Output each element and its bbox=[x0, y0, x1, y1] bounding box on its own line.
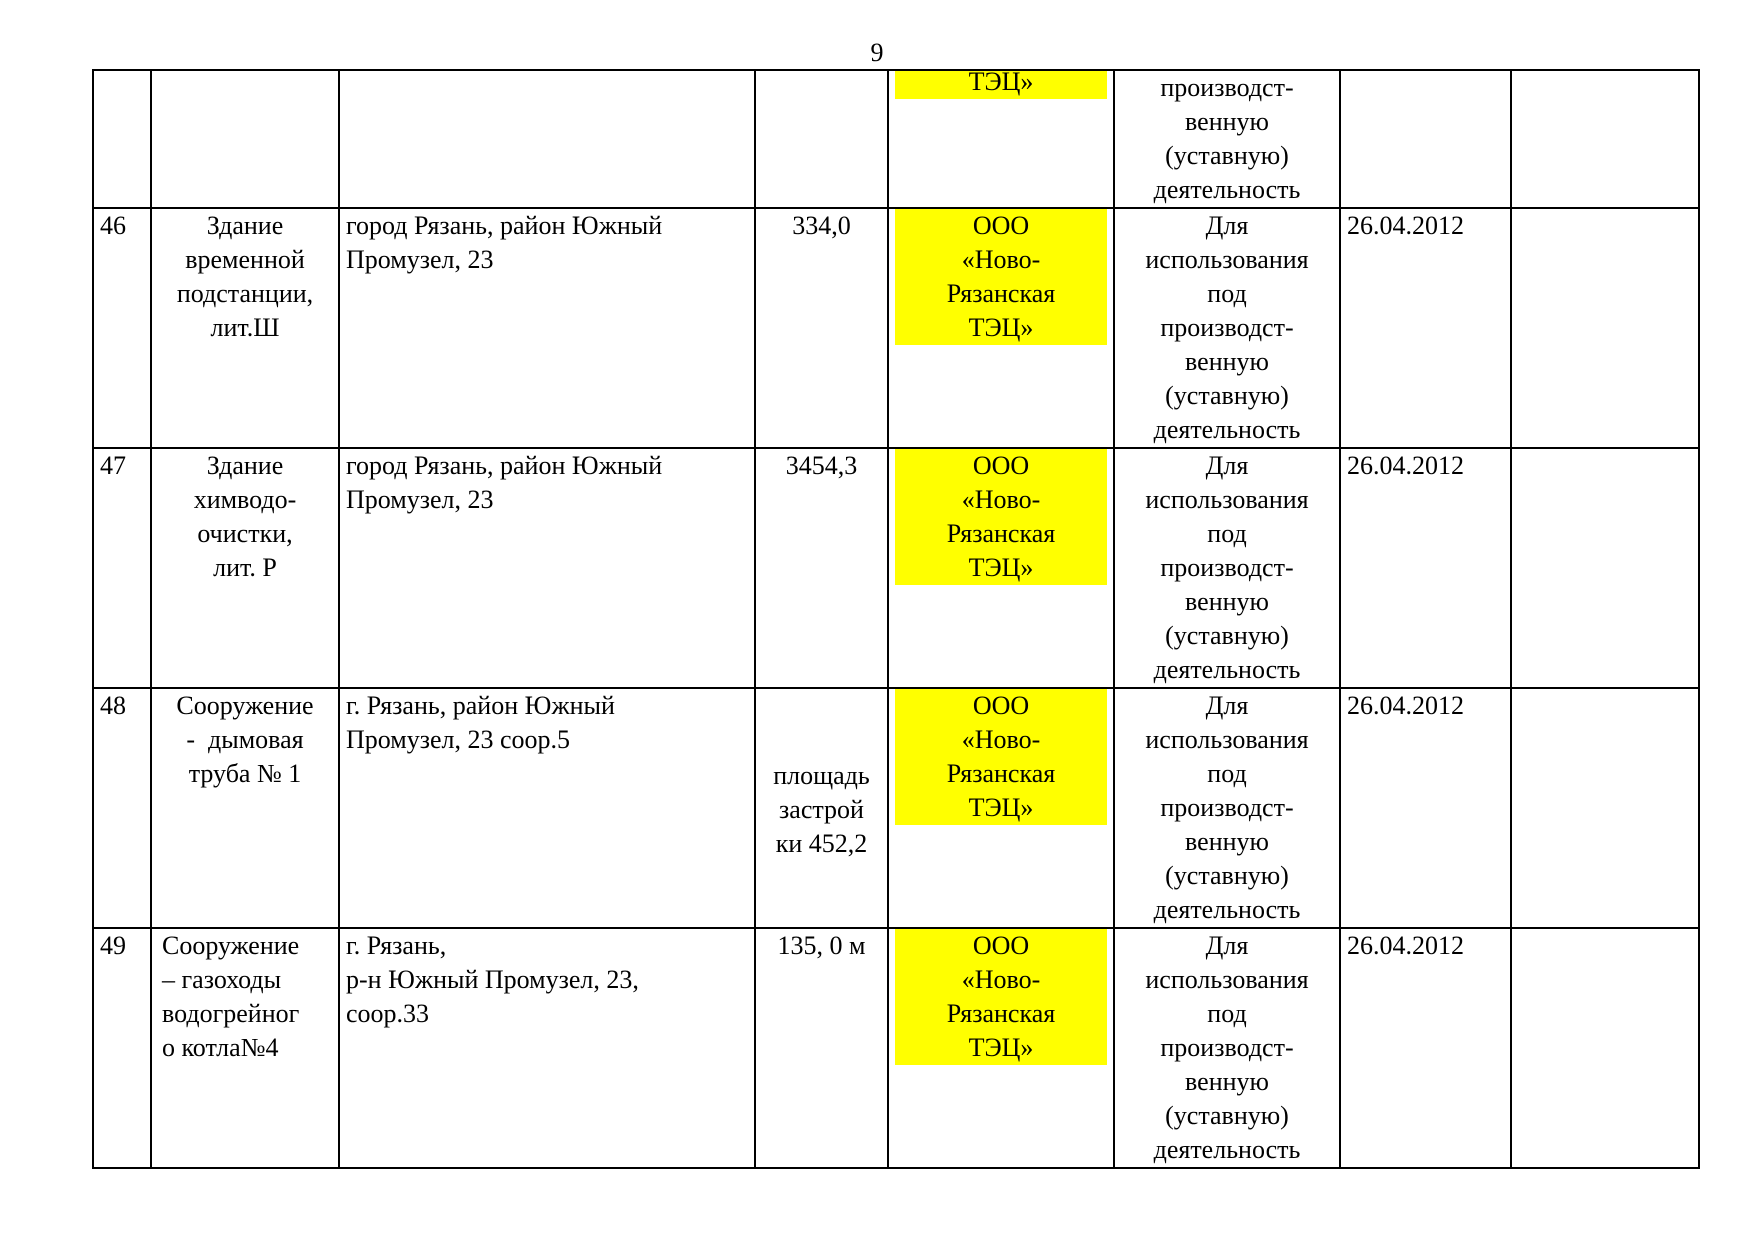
cell-date: 26.04.2012 bbox=[1340, 448, 1511, 688]
table-row bbox=[93, 688, 1699, 928]
cell-address bbox=[339, 70, 755, 208]
cell-note bbox=[1511, 448, 1699, 688]
cell-date: 26.04.2012 bbox=[1340, 928, 1511, 1168]
cell-purpose: Для использования под производст- венную (уставную) деятельность bbox=[1114, 928, 1340, 1168]
table-row bbox=[93, 928, 1699, 1168]
cell-date bbox=[1340, 70, 1511, 208]
page-number: 9 bbox=[870, 38, 884, 67]
cell-holder bbox=[888, 928, 1114, 1168]
cell-holder bbox=[888, 208, 1114, 448]
cell-purpose: производст- венную (уставную) деятельность bbox=[1114, 70, 1340, 208]
cell-purpose: Для использования под производст- венную (уставную) деятельность bbox=[1114, 448, 1340, 688]
cell-area: 3454,3 bbox=[755, 448, 888, 688]
cell-name: Здание химводо- очистки, лит. Р bbox=[151, 448, 339, 688]
cell-address: город Рязань, район Южный Промузел, 23 bbox=[339, 448, 755, 688]
highlighted-holder-text: ООО «Ново- Рязанская ТЭЦ» bbox=[895, 449, 1107, 585]
cell-note bbox=[1511, 208, 1699, 448]
cell-note bbox=[1511, 70, 1699, 208]
highlighted-holder-text: ООО «Ново- Рязанская ТЭЦ» bbox=[895, 689, 1107, 825]
highlighted-holder-text: ООО «Ново- Рязанская ТЭЦ» bbox=[895, 209, 1107, 345]
cell-address: г. Рязань, р-н Южный Промузел, 23, соор.33 bbox=[339, 928, 755, 1168]
cell-area: площадь застрой ки 452,2 bbox=[755, 688, 888, 928]
cell-area bbox=[755, 70, 888, 208]
cell-date: 26.04.2012 bbox=[1340, 688, 1511, 928]
cell-holder bbox=[888, 688, 1114, 928]
cell-num: 48 bbox=[93, 688, 151, 928]
cell-date: 26.04.2012 bbox=[1340, 208, 1511, 448]
table-row-continuation bbox=[93, 70, 1699, 208]
cell-address: г. Рязань, район Южный Промузел, 23 соор.5 bbox=[339, 688, 755, 928]
cell-holder bbox=[888, 448, 1114, 688]
cell-num: 46 bbox=[93, 208, 151, 448]
cell-address: город Рязань, район Южный Промузел, 23 bbox=[339, 208, 755, 448]
table-row bbox=[93, 448, 1699, 688]
cell-name: Сооружение – газоходы водогрейног о котла№4 bbox=[151, 928, 339, 1168]
cell-note bbox=[1511, 928, 1699, 1168]
cell-name: Здание временной подстанции, лит.Ш bbox=[151, 208, 339, 448]
table-row bbox=[93, 208, 1699, 448]
cell-area: 135, 0 м bbox=[755, 928, 888, 1168]
cell-note bbox=[1511, 688, 1699, 928]
cell-num: 47 bbox=[93, 448, 151, 688]
cell-area: 334,0 bbox=[755, 208, 888, 448]
cell-name bbox=[151, 70, 339, 208]
property-registry-table bbox=[92, 69, 1700, 1169]
cell-purpose: Для использования под производст- венную (уставную) деятельность bbox=[1114, 688, 1340, 928]
cell-num: 49 bbox=[93, 928, 151, 1168]
highlighted-holder-text: ООО «Ново- Рязанская ТЭЦ» bbox=[895, 929, 1107, 1065]
cell-num bbox=[93, 70, 151, 208]
cell-name: Сооружение - дымовая труба № 1 bbox=[151, 688, 339, 928]
highlighted-holder-text: ТЭЦ» bbox=[895, 70, 1107, 99]
cell-purpose: Для использования под производст- венную (уставную) деятельность bbox=[1114, 208, 1340, 448]
cell-holder bbox=[888, 70, 1114, 208]
